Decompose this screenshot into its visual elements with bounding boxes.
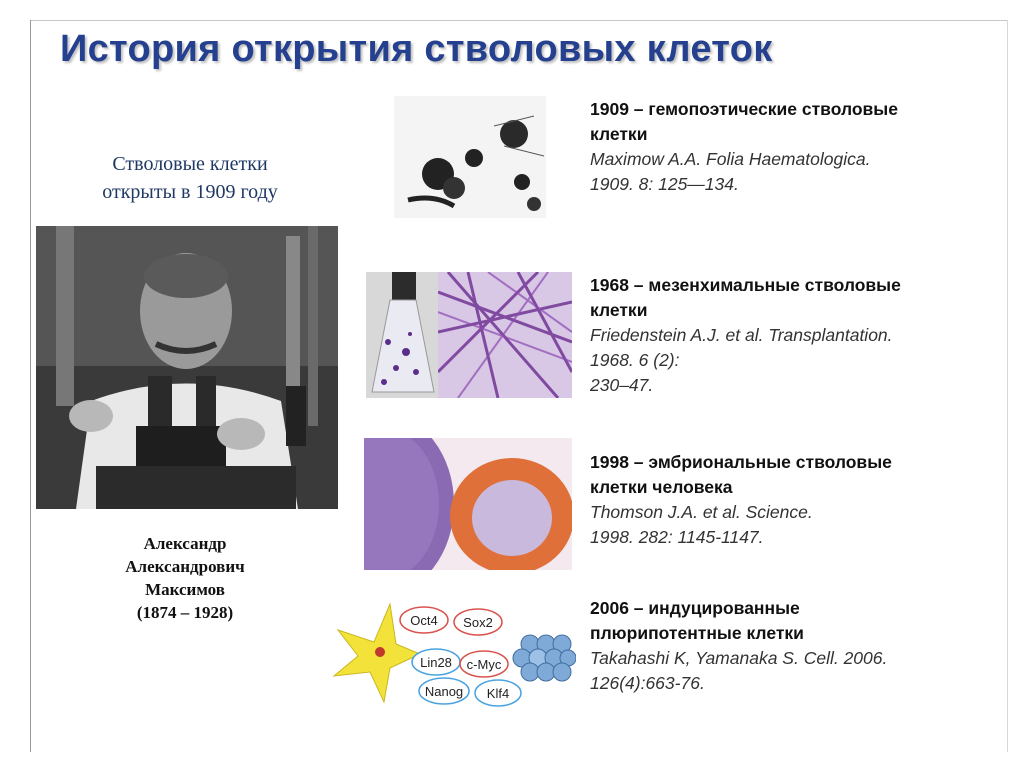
scientist-patronymic: Александрович	[125, 557, 245, 576]
factor-oct4	[400, 607, 448, 633]
caption-line-1: Стволовые клетки	[112, 153, 268, 175]
entry-2006-head-1: 2006 – индуцированные	[590, 598, 800, 618]
factor-sox2	[454, 609, 502, 635]
factor-cmyc	[460, 651, 508, 677]
entry-2006-cite-1: Takahashi K, Yamanaka S. Cell. 2006.	[590, 648, 888, 668]
factor-label-oct4: Oct4	[410, 613, 438, 628]
factor-klf4	[475, 680, 521, 706]
entry-1998-cite-2: 1998. 282: 1145-1147.	[590, 527, 764, 547]
slide-frame-right	[1007, 20, 1008, 752]
factor-label-cmyc: c-Myc	[466, 657, 502, 672]
factor-nanog	[419, 678, 469, 704]
entry-2006-head-2: плюрипотентные клетки	[590, 623, 804, 643]
entry-1968	[590, 273, 1000, 398]
entry-1909-cite-2: 1909. 8: 125—134.	[590, 174, 739, 194]
entry-1998-cite-1: Thomson J.A. et al. Science.	[590, 502, 813, 522]
mesenchymal-flask-image	[366, 272, 438, 398]
entry-1998-head-2: клетки человека	[590, 477, 733, 497]
scientist-years: (1874 – 1928)	[136, 603, 234, 622]
entry-1968-cite-1: Friedenstein A.J. et al. Transplantation.	[590, 325, 893, 345]
discovery-caption	[50, 150, 330, 206]
entry-1968-cite-3: 230–47.	[590, 375, 654, 395]
maximow-portrait-photo	[36, 226, 338, 509]
caption-line-2: открыты в 1909 году	[102, 181, 278, 203]
entry-2006	[590, 596, 1000, 696]
entry-2006-cite-2: 126(4):663-76.	[590, 673, 705, 693]
entry-1909-head-1: 1909 – гемопоэтические стволовые	[590, 99, 898, 119]
entry-1968-head-2: клетки	[590, 300, 648, 320]
ipsc-factors-diagram	[330, 596, 576, 708]
entry-1998-head-1: 1998 – эмбриональные стволовые	[590, 452, 892, 472]
scientist-name	[60, 532, 310, 624]
ipsc-cell-cluster	[513, 635, 576, 681]
entry-1909	[590, 97, 1000, 197]
factor-label-klf4: Klf4	[486, 686, 510, 701]
factor-lin28	[412, 649, 460, 675]
slide-title: История открытия стволовых клеток	[60, 28, 773, 70]
factor-label-nanog: Nanog	[424, 684, 464, 699]
embryonic-stem-cells-image	[364, 438, 572, 570]
slide-frame-left	[30, 20, 31, 752]
scientist-first-name: Александр	[143, 534, 227, 553]
entry-1968-cite-2: 1968. 6 (2):	[590, 350, 680, 370]
mesenchymal-stain-image	[438, 272, 572, 398]
factor-label-sox2: Sox2	[463, 615, 493, 630]
somatic-cell-nucleus	[375, 647, 385, 657]
scientist-last-name: Максимов	[145, 580, 225, 599]
entry-1998	[590, 450, 1000, 550]
entry-1909-cite-1: Maximow A.A. Folia Haematologica.	[590, 149, 871, 169]
factor-label-lin28: Lin28	[420, 655, 452, 670]
entry-1909-head-2: клетки	[590, 124, 648, 144]
slide-frame-top	[30, 20, 1008, 21]
hematopoietic-cells-image	[394, 96, 546, 218]
entry-1968-head-1: 1968 – мезенхимальные стволовые	[590, 275, 901, 295]
